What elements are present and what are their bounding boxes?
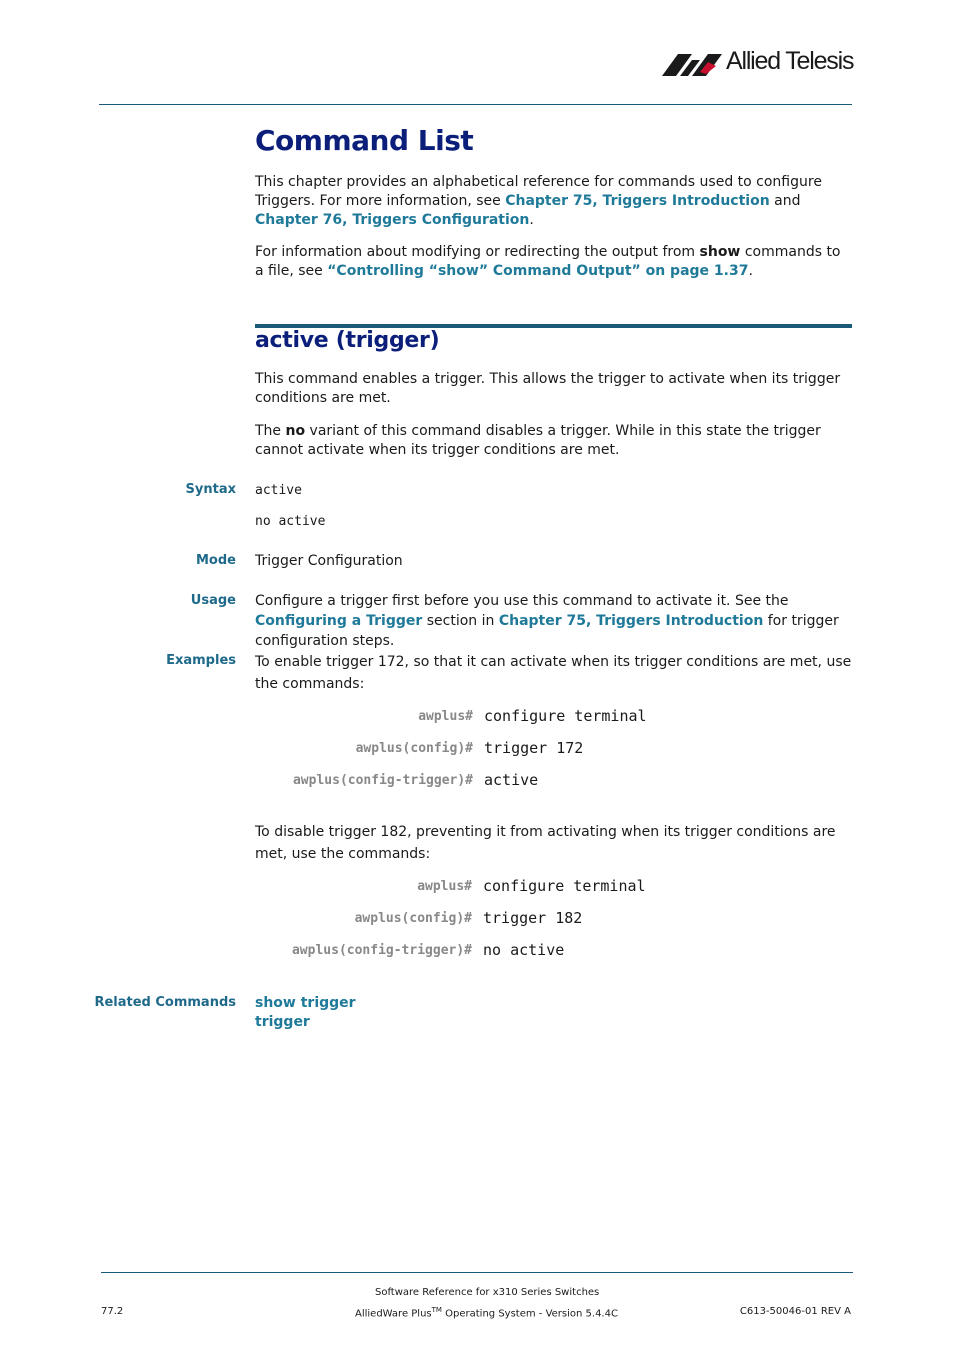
logo-text: Allied Telesis: [726, 47, 854, 75]
example-2-prompt-2: awplus(config)#: [354, 911, 472, 926]
intro-text: .: [748, 263, 753, 279]
footer-product: [355, 1306, 618, 1319]
usage-text: [255, 591, 853, 651]
footer-rule: [101, 1272, 853, 1273]
example-1-cmd-3: active: [484, 771, 539, 789]
intro-text: commands to a file, see: [255, 244, 841, 279]
example-1-prompt-1: awplus#: [418, 709, 473, 724]
link-configuring-a-trigger[interactable]: Configuring a Trigger: [255, 613, 423, 629]
link-chapter-75-usage[interactable]: Chapter 75, Triggers Introduction: [498, 613, 764, 629]
example-1-cmd-1: configure terminal: [484, 707, 647, 725]
example-1-prompt-2: awplus(config)#: [355, 741, 473, 756]
intro-text: This chapter provides an alphabetical reference for commands used to configure Triggers. For more information, see: [255, 174, 822, 209]
desc-bold: no: [285, 423, 306, 439]
example-1-prompt-3: awplus(config-trigger)#: [292, 773, 473, 788]
document-id: C613-50046-01 REV A: [739, 1306, 851, 1317]
examples-label: Examples: [166, 653, 236, 668]
example-2-cmd-2: trigger 182: [483, 909, 583, 927]
syntax-line-2: no active: [255, 514, 326, 529]
section-heading: active (trigger): [255, 328, 440, 353]
mode-label: Mode: [196, 553, 236, 568]
example-2-prompt-1: awplus#: [417, 879, 472, 894]
usage-label: Usage: [190, 593, 236, 608]
page-number: 77.2: [101, 1306, 124, 1317]
footer-product-name: AlliedWare Plus: [355, 1308, 432, 1320]
link-chapter-76[interactable]: Chapter 76, Triggers Configuration: [255, 212, 530, 228]
page-title: Command List: [255, 124, 474, 157]
section-description-1: This command enables a trigger. This allows the trigger to activate when its trigger conditions are met.: [255, 371, 841, 406]
footer-title: Software Reference for x310 Series Switches: [375, 1287, 600, 1298]
mode-value: Trigger Configuration: [255, 553, 403, 569]
logo-mark-icon: [662, 52, 724, 78]
usage-text-part: section in: [422, 613, 499, 629]
usage-text-part: for trigger configuration steps.: [255, 613, 839, 649]
syntax-label: Syntax: [185, 482, 236, 497]
related-link-show-trigger[interactable]: show trigger: [255, 995, 356, 1011]
intro-text: For information about modifying or redirecting the output from: [255, 244, 700, 260]
footer-product-version: Operating System - Version 5.4.4C: [441, 1308, 618, 1320]
header-rule: [99, 104, 852, 105]
example-2-prompt-3: awplus(config-trigger)#: [291, 943, 472, 958]
allied-telesis-logo: [662, 47, 854, 80]
intro-paragraph-1: [255, 173, 853, 230]
intro-paragraph-2: [255, 243, 853, 281]
footer-trademark: TM: [431, 1306, 442, 1314]
example-2-cmd-3: no active: [483, 941, 565, 959]
link-chapter-75[interactable]: Chapter 75, Triggers Introduction: [505, 193, 770, 209]
syntax-line-1: active: [255, 483, 302, 498]
example-2-cmd-1: configure terminal: [483, 877, 646, 895]
related-link-trigger[interactable]: trigger: [255, 1014, 310, 1030]
desc-text: variant of this command disables a trigger. While in this state the trigger cannot activate when its trigger conditions are met.: [255, 423, 821, 458]
example-2-text: To disable trigger 182, preventing it from activating when its trigger conditions are met, use the commands:: [255, 824, 836, 862]
desc-text: The: [255, 423, 286, 439]
example-1-text: To enable trigger 172, so that it can activate when its trigger conditions are met, use the commands:: [255, 654, 852, 692]
usage-text-part: Configure a trigger first before you use this command to activate it. See the: [255, 593, 789, 609]
intro-bold: show: [699, 244, 741, 260]
section-description-2: [255, 422, 853, 460]
related-commands-label: Related Commands: [94, 995, 236, 1010]
intro-text: and: [769, 193, 801, 209]
intro-text: .: [529, 212, 534, 228]
link-controlling-show-output[interactable]: “Controlling “show” Command Output” on page 1.37: [327, 263, 749, 279]
example-1-cmd-2: trigger 172: [484, 739, 584, 757]
